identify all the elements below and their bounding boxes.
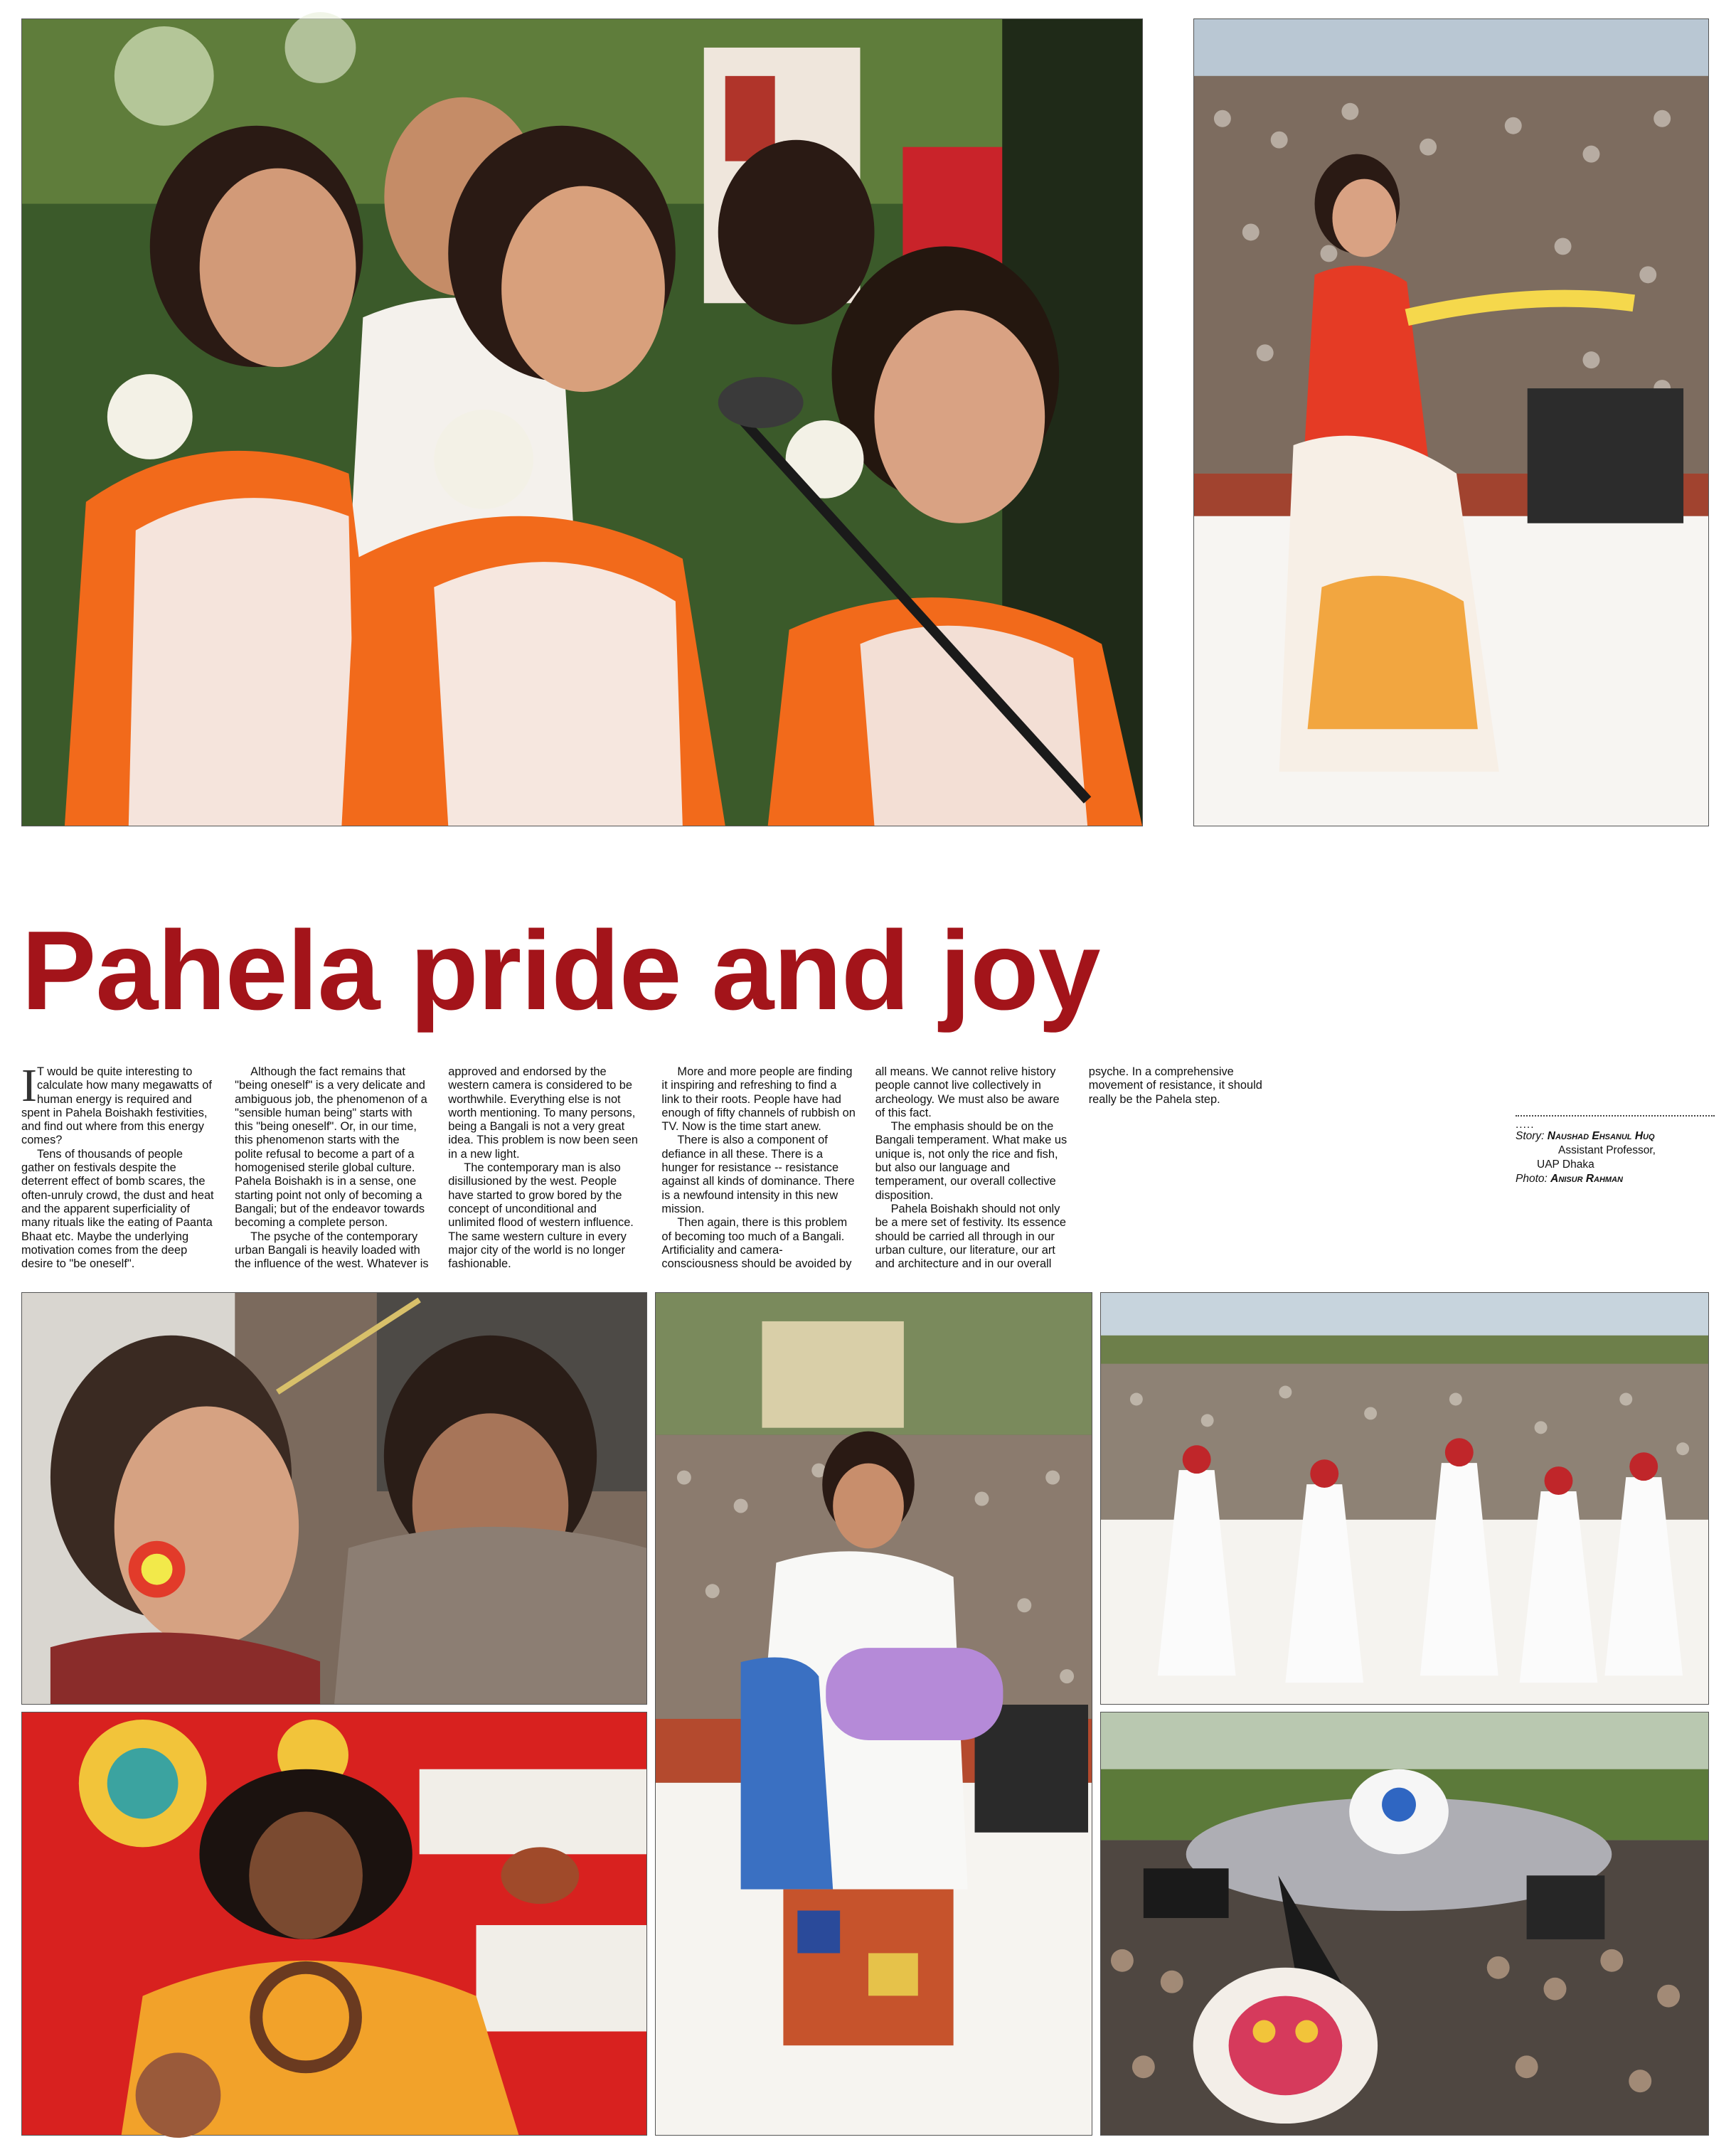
credits-divider xyxy=(1516,1115,1715,1117)
face-painting-image xyxy=(22,1293,646,1704)
photo-stage-dancer xyxy=(1193,18,1709,826)
story-paragraph: Pahela Boishakh should not only be a mere set of festivity. Its essence should be carried all through in our urban culture, our literature, our art and architecture and in our overall psyche. In a comprehensive movement of resistance, it should really be the Pahela step. xyxy=(875,1065,1262,1271)
photo-singers xyxy=(21,18,1143,826)
author-title: Assistant Professor, xyxy=(1558,1144,1656,1156)
story-paragraph: The contemporary man is also disillusioned by the west. People have started to grow bored by the concept of unconditional and unlimited flood of western influence. The same western culture in every major city of the world is no longer fashionable. xyxy=(448,1161,634,1271)
photo-drummer xyxy=(655,1292,1092,2136)
story-paragraph: The psyche of the contemporary urban Bangali is heavily loaded with the influence of the west. Whatever is approved and endorsed by the western camera is considered to be worthwhile. Everything else is not worth mentioning. To many persons, being a Bangali is not a very great idea. This problem is now been seen in a new light. xyxy=(235,1065,638,1271)
story-paragraph: Tens of thousands of people gather on festivals despite the deterrent effect of bomb scares, the often-unruly crowd, the dust and heat and the apparent superficiality of many rituals like the eating of Paanta Bhaat etc. Maybe the underlying motivation comes from the deep desire to "be oneself". xyxy=(21,1147,214,1271)
photographer-name: Anisur Rahman xyxy=(1550,1173,1623,1185)
author-name: Naushad Ehsanul Huq xyxy=(1547,1130,1655,1142)
photo-label: Photo: xyxy=(1516,1173,1548,1185)
story-label: Story: xyxy=(1516,1130,1545,1142)
author-affiliation: UAP Dhaka xyxy=(1537,1158,1594,1171)
story-paragraph: The emphasis should be on the Bangali temperament. What make us unique is, not only the rice and fish, but also our language and temperament, our overall collective disposition. xyxy=(875,1120,1067,1202)
story-paragraph: There is also a component of defiance in all these. There is a hunger for resistance -- resistance against all kinds of dominance. There is a newfound intensity in this new mission. xyxy=(661,1134,855,1215)
photo-procession xyxy=(1100,1712,1709,2136)
photo-girls-dancing xyxy=(1100,1292,1709,1705)
baul-singer-image xyxy=(22,1712,646,2135)
byline-credits xyxy=(1516,1115,1715,1186)
story-credit xyxy=(1516,1129,1715,1144)
headline: Pahela pride and joy xyxy=(21,908,1100,1033)
story-paragraph-first: I T would be quite interesting to calculate how many megawatts of human energy is required and spent in Pahela Boishakh festivities, and find out where from this energy comes? xyxy=(21,1060,212,1147)
story-paragraph: Then again, there is this problem of becoming too much of a Bangali. Artificiality and camera-consciousness should be avoided by all means. We cannot relive history people cannot live collectively in archeology. We must also be aware of this fact. xyxy=(661,1065,1060,1271)
stage-dancer-image xyxy=(1194,19,1708,826)
story-body xyxy=(21,1060,1497,1272)
photo-credit xyxy=(1516,1172,1715,1186)
photo-baul-singer xyxy=(21,1712,647,2136)
story-paragraph: More and more people are finding it inspiring and refreshing to find a link to their roots. People have had enough of fifty channels of rubbish on TV. Now is the time start anew. xyxy=(661,1065,856,1134)
photo-face-painting xyxy=(21,1292,647,1705)
drummer-image xyxy=(656,1293,1092,2135)
procession-image xyxy=(1101,1712,1708,2135)
story-paragraph: Although the fact remains that "being oneself" is a very delicate and ambiguous job, the phenomenon of a "sensible human being" starts with this "being oneself". Or, in our time, this phenomenon starts with the polite refusal to become a part of a homogenised sterile global culture. Pahela Boishakh is in a sense, one starting point not only of becoming a Bangali; but of the endeavor towards becoming a complete person. xyxy=(235,1065,427,1230)
girls-dancing-image xyxy=(1101,1293,1708,1704)
singers-image xyxy=(22,19,1142,826)
credits-dots: ..... xyxy=(1516,1119,1535,1131)
drop-cap: I xyxy=(21,1060,37,1112)
